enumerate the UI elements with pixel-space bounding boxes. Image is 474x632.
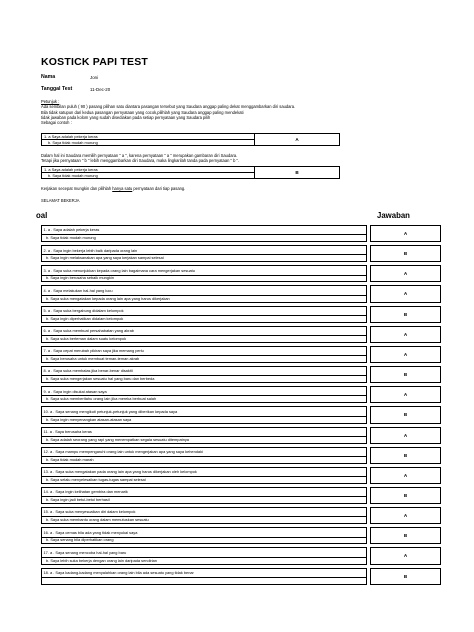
question-row [41, 386, 441, 403]
selamat-bekerja: SELAMAT BEKERJA [41, 198, 80, 203]
answer-cell[interactable]: A [370, 467, 441, 484]
answer-cell[interactable]: B [370, 406, 441, 423]
example-table-2 [41, 166, 340, 179]
question-option-a[interactable]: 11. a . Saya berusaha keras [43, 428, 92, 434]
question-row [41, 346, 441, 363]
answer-cell[interactable]: A [370, 225, 441, 242]
instruction-emphasis: hanya satu [112, 186, 133, 191]
question-option-a[interactable]: 7. a . Saya cepat merubah pikiran saya jika memang perlu [43, 348, 144, 354]
question-option-b[interactable]: b. Saya suka mengatakan kepada orang lain apa yang harus dikerjakan [46, 295, 170, 301]
question-row [41, 306, 441, 323]
answer-cell[interactable]: B [370, 245, 441, 262]
example-option-a: 1. a Saya adalah pekerja keras [42, 167, 255, 173]
petunjuk-line: tidak jawaban pada kolom yang sudah disediakan pada setiap pernyataan yang Saudara pilih [41, 114, 211, 120]
answer-cell[interactable]: B [370, 366, 441, 383]
example-answer: B [255, 167, 340, 179]
question-option-b[interactable]: b. Saya senang bila diperhatikan orang [46, 537, 114, 543]
option-divider [42, 577, 366, 578]
question-box [41, 326, 367, 343]
answer-cell[interactable]: B [370, 306, 441, 323]
question-option-a[interactable]: 17. a . Saya senang mencoba hal-hal yang baru [43, 549, 127, 555]
question-option-b[interactable]: b. Saya ingin jadi betul-betul berhasil [46, 497, 110, 503]
question-row [41, 245, 441, 262]
question-row [41, 406, 441, 423]
question-row [41, 447, 441, 464]
question-box [41, 366, 367, 383]
question-option-b[interactable]: b. Saya ingin berusaha sebaik mungkin [46, 275, 114, 281]
nama-value: Joni [90, 75, 99, 80]
example-option-b: b. Saya tidak mudah murung [42, 173, 255, 179]
question-box [41, 568, 367, 585]
answer-cell[interactable]: A [370, 427, 441, 444]
petunjuk-line: Sebagai contoh : [41, 120, 72, 126]
question-row [41, 285, 441, 302]
question-option-b[interactable]: b. Saya ingin melaksanakan apa yang saya kerjakan sampai selesai [46, 255, 164, 261]
answer-cell[interactable]: A [370, 265, 441, 282]
explanation-line: Tetapi jika pernyataan " b " lebih menggambarkan diri Saudara, maka lingkarilah tanda pada pernyataan " b ". [41, 158, 240, 164]
question-option-a[interactable]: 8. a . Saya suka membalas jika benar-benar disakiti [43, 368, 133, 374]
question-row [41, 527, 441, 544]
answer-cell[interactable]: A [370, 346, 441, 363]
page-title: KOSTICK PAPI TEST [41, 56, 149, 68]
column-header-soal: oal [36, 211, 48, 220]
question-option-a[interactable]: 18. a . Saya kadang-kadang menyalahkan orang lain bila ada sesuatu yang tidak benar [43, 569, 194, 575]
explanation-line: Dalam hal ini Saudara memilih pernyataan " a ", karena pernyataan " a " merupakan gambaran diri Saudara. [41, 153, 238, 158]
question-box [41, 527, 367, 544]
question-box [41, 245, 367, 262]
petunjuk-section [41, 99, 441, 125]
question-box [41, 427, 367, 444]
question-option-a[interactable]: 1. a . Saya adalah pekerja keras [43, 227, 100, 233]
question-option-a[interactable]: 2. a . Saya ingin bekerja lebih baik daripada orang lain [43, 247, 138, 253]
question-row [41, 326, 441, 343]
question-row [41, 487, 441, 504]
question-option-a[interactable]: 6. a . Saya suka membuat persahabatan yang akrab [43, 328, 134, 334]
question-option-b[interactable]: b. Saya selalu menyelesaikan tugas-tugas sampai selesai [46, 476, 146, 482]
question-box [41, 467, 367, 484]
question-option-a[interactable]: 9. a . Saya ingin disukai atasan saya [43, 388, 107, 394]
example-option-a: 1. a Saya adalah pekerja keras [42, 134, 255, 140]
question-row [41, 507, 441, 524]
question-box [41, 547, 367, 564]
question-option-a[interactable]: 13. a . Saya suka mengatakan pada orang lain apa yang harus dikerjakan oleh kelompok [43, 469, 197, 475]
question-row [41, 568, 441, 585]
question-box [41, 406, 367, 423]
example-option-b: b. Saya tidak mudah murung [42, 140, 255, 146]
answer-cell[interactable]: B [370, 447, 441, 464]
question-option-b[interactable]: b. Saya lebih suka bekerja dengan orang lain daripada sendirian [46, 557, 157, 563]
question-box [41, 386, 367, 403]
tanggal-value: 11-Dec-20 [90, 87, 111, 92]
question-box [41, 447, 367, 464]
question-box [41, 346, 367, 363]
question-option-b[interactable]: b. Saya suka berteman dalam suatu kelompok [46, 335, 127, 341]
question-box [41, 507, 367, 524]
question-option-b[interactable]: b. Saya suka mengerjakan sesuatu hal yang baru dan berbeda [46, 376, 155, 382]
question-option-a[interactable]: 3. a . Saya suka menunjukkan kepada orang lain bagaimana cara mengerjakan sesuatu [43, 267, 195, 273]
question-option-a[interactable]: 5. a . Saya suka bergabung didalam kelompok [43, 307, 124, 313]
question-option-b[interactable]: b. Saya suka membantu orang dalam memutuskan sesuatu [46, 517, 149, 523]
question-row [41, 467, 441, 484]
question-box [41, 285, 367, 302]
petunjuk-line: Bila tidak satupun dari kedua pasangan pernyataan yang cocok,pilihlah yang Saudara anggap paling mendekati [41, 109, 244, 115]
question-option-a[interactable]: 12. a . Saya mampu mempengaruhi orang lain untuk mengerjakan apa yang saya kehendaki [43, 449, 203, 455]
question-box [41, 487, 367, 504]
question-box [41, 306, 367, 323]
question-option-b[interactable]: b. Saya tidak mudah murung [46, 235, 96, 241]
question-option-b[interactable]: b. Saya berusaha untuk membuat teman-teman akrab [46, 356, 140, 362]
question-option-a[interactable]: 15. a . Saya suka menyesuaikan diri dalam kelompok [43, 509, 136, 515]
answer-cell[interactable]: A [370, 547, 441, 564]
question-option-b[interactable]: b. Saya adalah seorang yang rapi yang menempatkan segala sesuatu ditempatnya [46, 436, 189, 442]
question-box [41, 265, 367, 282]
answer-cell[interactable]: B [370, 568, 441, 585]
question-row [41, 265, 441, 282]
question-row [41, 427, 441, 444]
question-row [41, 547, 441, 564]
answer-cell[interactable]: A [370, 326, 441, 343]
question-option-b[interactable]: b. Saya suka memberitahu orang lain jika mereka berbuat salah [46, 396, 157, 402]
question-row [41, 366, 441, 383]
nama-label: Nama [41, 74, 56, 80]
question-box [41, 225, 367, 242]
example-answer: A [255, 134, 340, 146]
question-option-a[interactable]: 4. a . Saya melakukan hal-hal yang lucu [43, 287, 113, 293]
question-row [41, 225, 441, 242]
answer-cell[interactable]: A [370, 507, 441, 524]
question-option-a[interactable]: 14. a . Saya ingin kelihatan gembira dan menarik [43, 489, 128, 495]
answer-cell[interactable]: B [370, 527, 441, 544]
question-option-a[interactable]: 10. a . Saya senang mengikuti petunjuk-petunjuk yang diberikan kepada saya [43, 408, 178, 414]
explanation-section [41, 153, 441, 164]
instruction-line: Kerjakan secepat mungkin dan pilihlah hanya satu pernyataan dari tiap pasang. [41, 186, 186, 191]
petunjuk-title: Petunjuk : [41, 99, 60, 104]
question-option-b[interactable]: b. Saya tidak mudah marah [46, 456, 94, 462]
question-option-b[interactable]: b. Saya ingin menyenangkan atasan-atasan saya [46, 416, 132, 422]
answer-cell[interactable]: B [370, 487, 441, 504]
column-header-jawaban: Jawaban [377, 211, 410, 220]
petunjuk-line: Ada sembilan puluh ( 90 ) pasang pilihan satu diantara pasangan tersebut yang Saudara anggap paling dekat menggambarkan diri saudara. [41, 104, 296, 110]
question-option-a[interactable]: 16. a . Saya cemas bila ada yang tidak menyukai saya [43, 529, 138, 535]
tanggal-label: Tanggal Test [41, 86, 73, 92]
example-table-1 [41, 133, 340, 146]
answer-cell[interactable]: A [370, 285, 441, 302]
answer-cell[interactable]: A [370, 386, 441, 403]
question-option-b[interactable]: b. Saya ingin diperhatikan didalam kelompok [46, 315, 124, 321]
